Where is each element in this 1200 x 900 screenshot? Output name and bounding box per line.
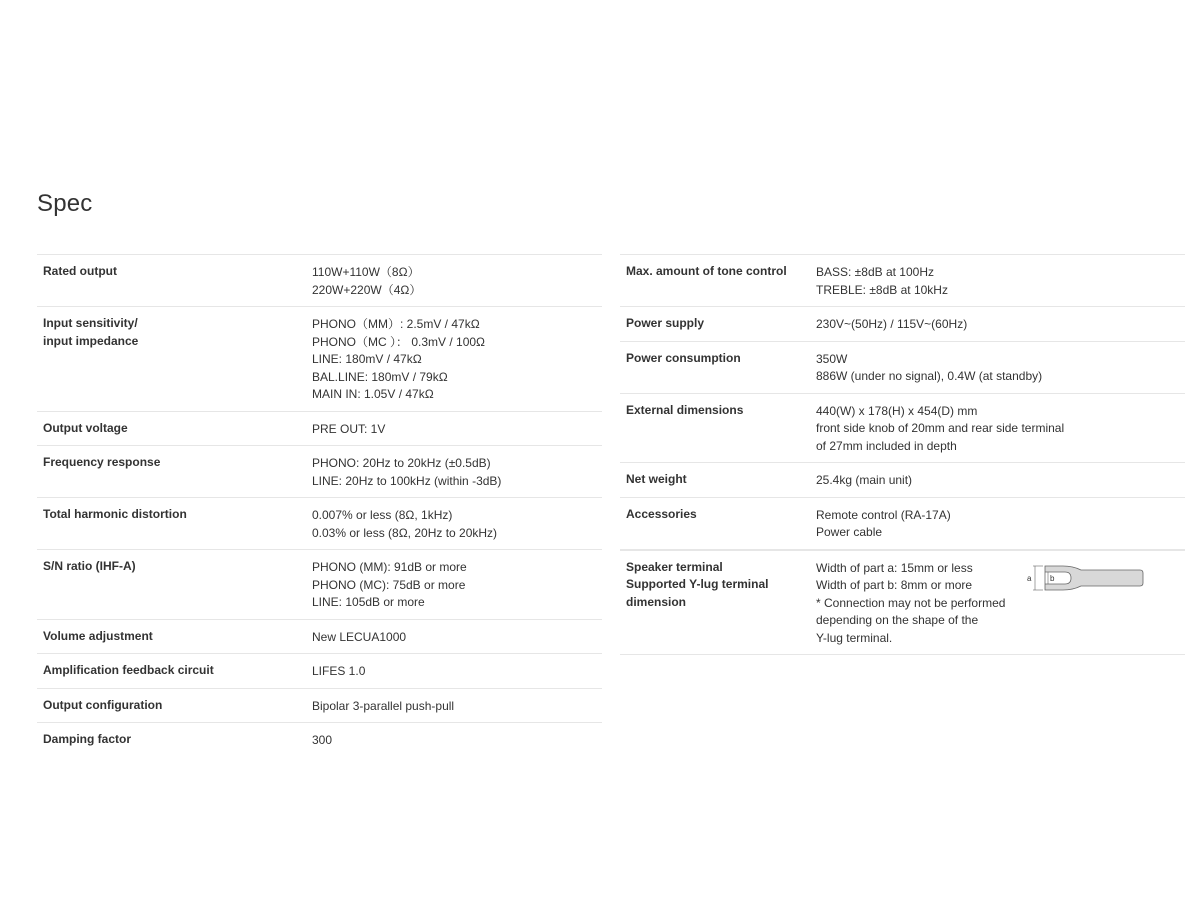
spec-row [37,497,602,549]
diagram-label-a: a [1027,573,1032,583]
spec-value-line: 230V~(50Hz) / 115V~(60Hz) [816,317,968,331]
spec-value-line: 25.4kg (main unit) [816,473,913,487]
spec-label-line: Volume adjustment [43,628,153,643]
spec-label [37,506,312,542]
spec-row [620,393,1185,463]
spec-value-line: 110W+110W（8Ω） [312,265,420,279]
spec-value-line: 220W+220W（4Ω） [312,282,422,297]
spec-label [37,697,312,716]
spec-value-line: Width of part b: 8mm or more [816,578,973,592]
spec-row [620,341,1185,393]
spec-value-line: 300 [312,733,333,747]
y-lug-terminal-diagram [1021,560,1146,594]
spec-label [37,628,312,647]
spec-value [312,628,602,647]
spec-value-line: BAL.LINE: 180mV / 79kΩ [312,369,448,384]
spec-label [37,315,312,404]
spec-value-line: MAIN IN: 1.05V / 47kΩ [312,387,434,401]
spec-row [37,254,602,306]
spec-value-line: PHONO（MM）: 2.5mV / 47kΩ [312,317,480,331]
spec-value-line: PHONO (MC): 75dB or more [312,577,466,592]
spec-label-line: External dimensions [626,402,744,417]
spec-row [37,653,602,688]
page-title: Spec [37,190,93,217]
spec-value-line: Power cable [816,525,883,539]
spec-value-line: Width of part a: 15mm or less [816,560,973,575]
spec-row [37,411,602,446]
spec-row [620,497,1185,550]
spec-row [620,254,1185,306]
diagram-label-b: b [1050,573,1055,583]
spec-label-line: dimension [626,594,687,609]
spec-label [620,263,816,299]
spec-row [37,306,602,411]
spec-value [312,697,602,716]
spec-value [816,471,1185,490]
spec-label-line: Input sensitivity/ [43,316,138,330]
spec-label-line: Power supply [626,316,705,330]
spec-label-line: Output voltage [43,420,128,435]
spec-label-line: Output configuration [43,697,163,712]
spec-label [37,558,312,612]
spec-value-line: LINE: 20Hz to 100kHz (within -3dB) [312,473,502,488]
spec-value-line: Remote control (RA-17A) [816,507,951,522]
spec-table-right [620,254,1185,655]
spec-label [620,559,816,648]
spec-value-line: BASS: ±8dB at 100Hz [816,265,934,279]
spec-row [37,722,602,757]
spec-value [312,506,602,542]
spec-value-line: front side knob of 20mm and rear side terminal [816,421,1065,435]
spec-label [37,454,312,490]
spec-value [312,263,602,299]
spec-value-line: 886W (under no signal), 0.4W (at standby) [816,369,1043,383]
spec-value [816,559,1185,648]
spec-label [620,315,816,334]
spec-value-line: 0.007% or less (8Ω, 1kHz) [312,508,453,522]
spec-row [37,619,602,654]
spec-row [620,462,1185,497]
spec-label-line: Amplification feedback circuit [43,663,214,677]
spec-value-line: New LECUA1000 [312,629,407,644]
spec-value [312,731,602,750]
spec-label [620,506,816,542]
spec-value-line: depending on the shape of the [816,613,979,627]
spec-value [816,506,1185,542]
spec-row [37,445,602,497]
spec-value-line: LIFES 1.0 [312,664,366,678]
spec-label [620,471,816,490]
spec-label-line: Accessories [626,506,697,521]
spec-value [312,454,602,490]
spec-label-line: Rated output [43,264,117,278]
spec-value [312,420,602,439]
spec-label-line: Damping factor [43,732,132,746]
spec-value-line: PRE OUT: 1V [312,421,386,436]
spec-row [37,549,602,619]
spec-value-line: LINE: 180mV / 47kΩ [312,352,422,366]
spec-label [37,662,312,681]
spec-row-speaker-terminal [620,550,1185,656]
spec-value-line: TREBLE: ±8dB at 10kHz [816,282,948,297]
spec-label-line: Power consumption [626,350,741,365]
spec-label-line: Max. amount of tone control [626,264,787,278]
spec-label-line: Frequency response [43,455,161,469]
spec-value [816,263,1185,299]
spec-row [37,688,602,723]
spec-value [312,558,602,612]
spec-value-line: 440(W) x 178(H) x 454(D) mm [816,403,978,418]
spec-label-line: S/N ratio (IHF-A) [43,559,136,573]
spec-label [620,350,816,386]
spec-label-line: Supported Y-lug terminal [626,577,769,591]
spec-value [816,315,1185,334]
spec-label [620,402,816,456]
spec-label [37,731,312,750]
spec-value [816,350,1185,386]
spec-value [312,315,602,404]
spec-value [816,402,1185,456]
spec-table-left [37,254,602,757]
spec-value-line: of 27mm included in depth [816,438,957,453]
spec-value-line: PHONO（MC ）： 0.3mV / 100Ω [312,334,486,349]
spec-row [620,306,1185,341]
spec-value-line: PHONO: 20Hz to 20kHz (±0.5dB) [312,456,491,470]
spec-value-line: * Connection may not be performed [816,595,1006,610]
spec-value-line: Y-lug terminal. [816,630,893,645]
spec-value-line: PHONO (MM): 91dB or more [312,560,467,574]
spec-value-line: LINE: 105dB or more [312,595,425,609]
spec-label-line: Speaker terminal [626,559,723,574]
spec-value-line: 350W [816,351,848,366]
spec-label [37,420,312,439]
spec-value-line: 0.03% or less (8Ω, 20Hz to 20kHz) [312,525,498,540]
spec-label-line: input impedance [43,333,139,348]
spec-value [312,662,602,681]
spec-label-line: Total harmonic distortion [43,507,187,521]
spec-label-line: Net weight [626,472,687,486]
spec-label [37,263,312,299]
spec-value-line: Bipolar 3-parallel push-pull [312,698,455,713]
